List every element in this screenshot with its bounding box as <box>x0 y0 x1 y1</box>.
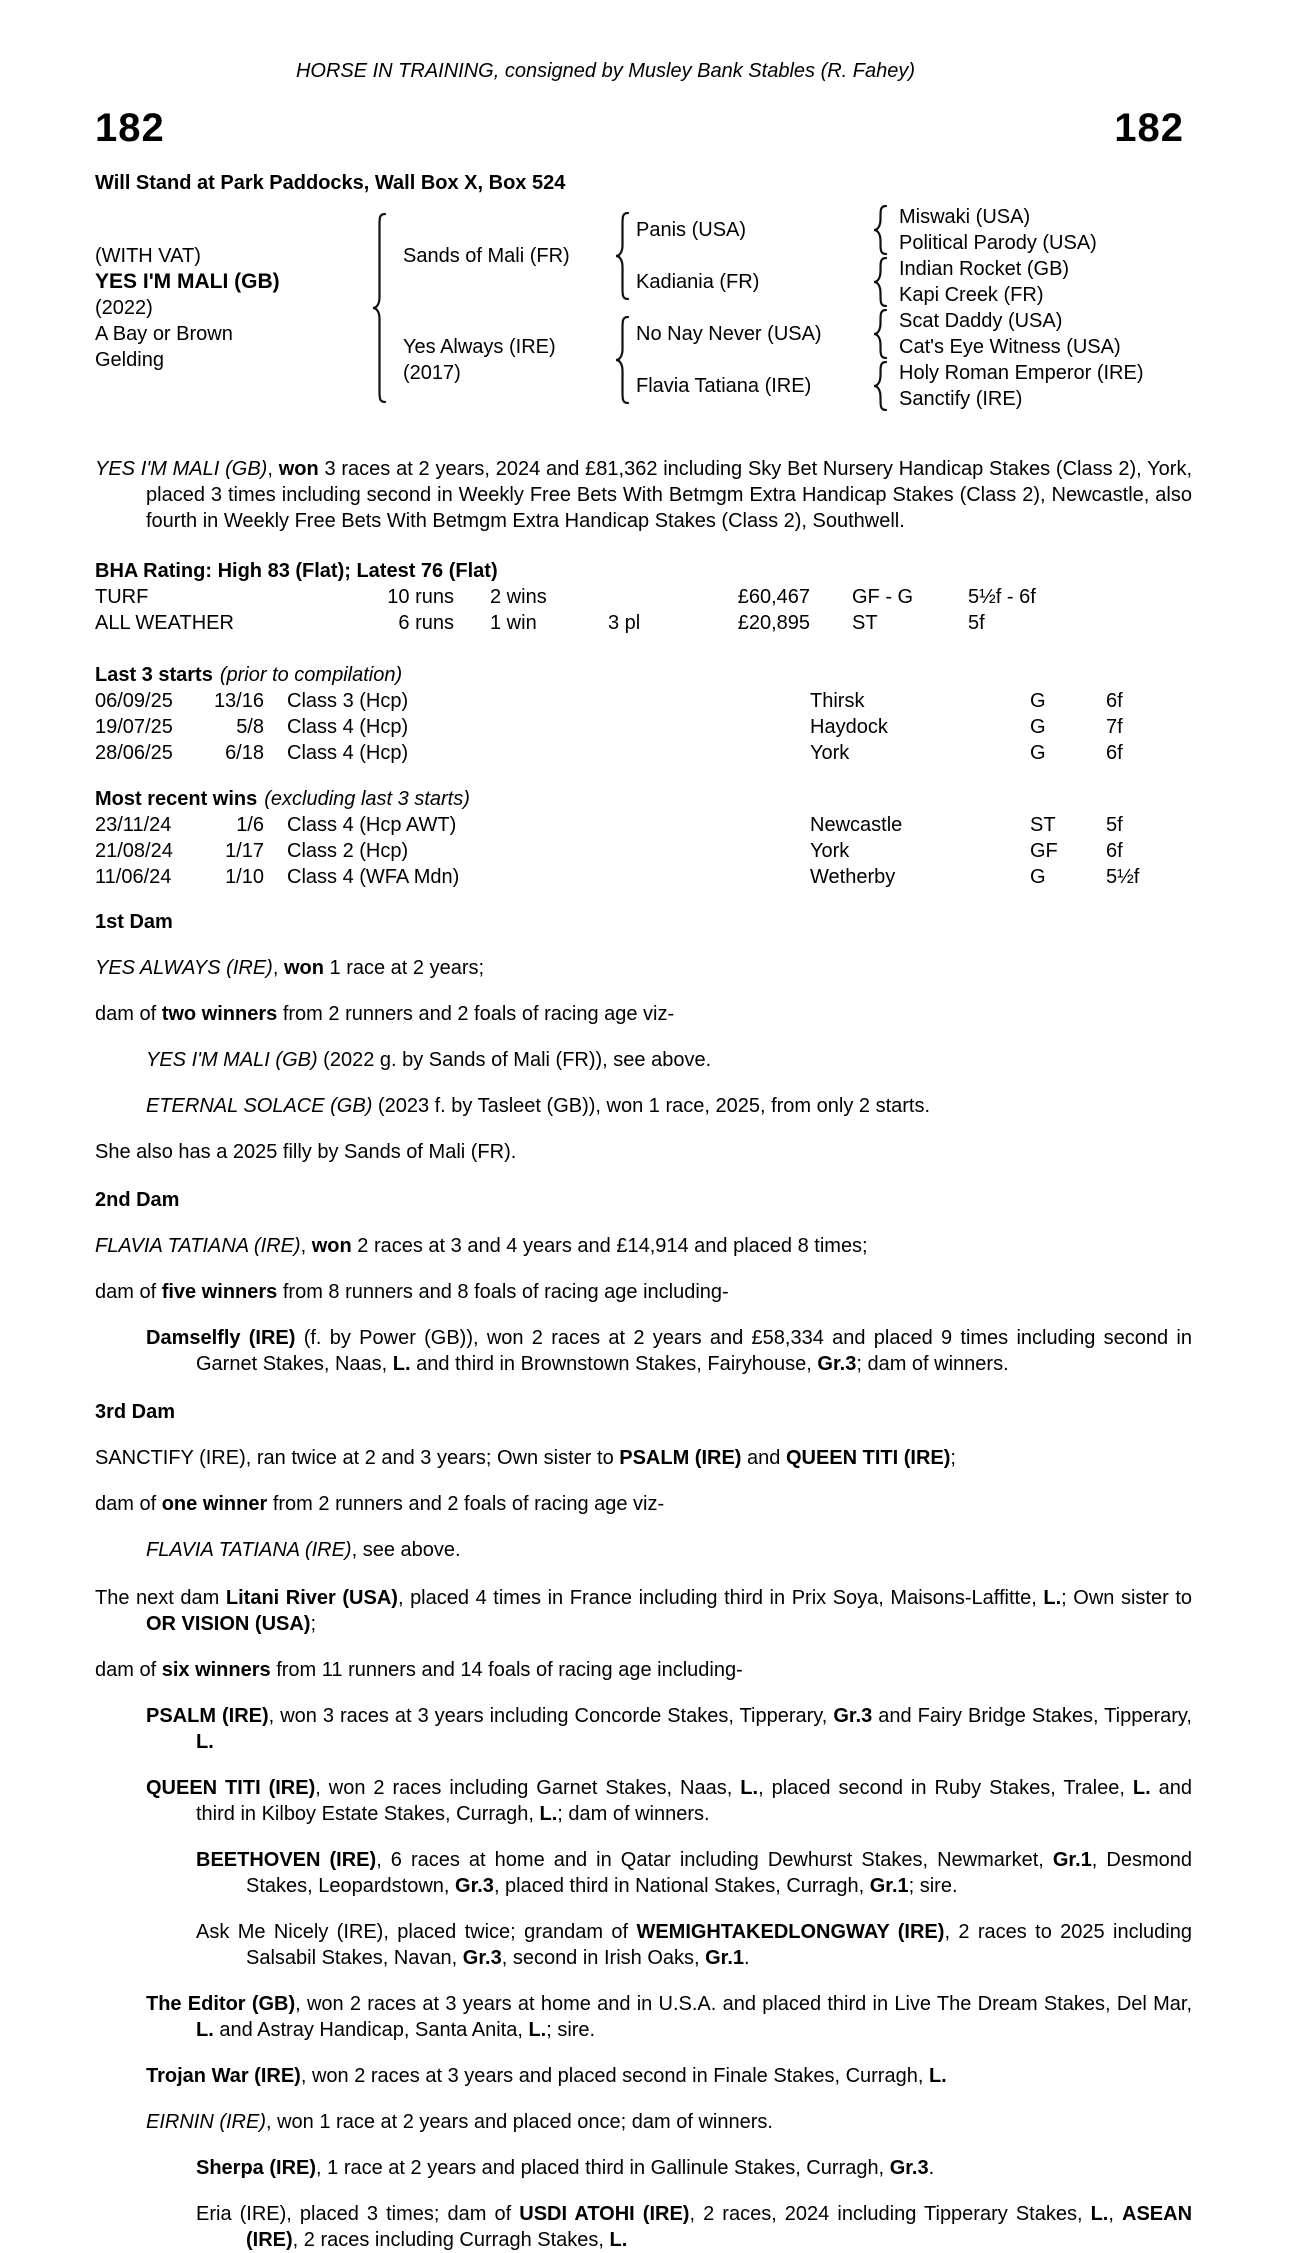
pedigree-paragraph: The Editor (GB), won 2 races at 3 years at home and in U.S.A. and placed third in Live The Dream Stakes, Del Mar, L. and Astray Handicap, Santa Anita, L.; sire. <box>146 1993 1193 2041</box>
horse-name: YES I'M MALI (GB) <box>95 270 280 293</box>
recent-wins-heading: Most recent wins (excluding last 3 starts) <box>95 788 470 810</box>
finish-position: 1/6 <box>236 814 264 836</box>
distance-range: 5½f - 6f <box>968 586 1036 608</box>
granddam-name: Kadiania (FR) <box>636 271 760 293</box>
race-class: Class 3 (Hcp) <box>287 690 409 712</box>
great-grandsire: Indian Rocket (GB) <box>899 258 1070 280</box>
going: G <box>1030 742 1046 764</box>
vat-note: (WITH VAT) <box>95 245 201 267</box>
wins: 2 wins <box>490 586 547 608</box>
lot-number-row <box>95 108 1192 152</box>
pedigree-subject <box>95 243 370 373</box>
next-dam-section <box>95 1585 1192 2253</box>
last-starts-heading: Last 3 starts (prior to compilation) <box>95 664 403 686</box>
bha-row-turf <box>95 584 1192 610</box>
stand-location: Will Stand at Park Paddocks, Wall Box X, Box 524 <box>95 172 566 194</box>
surface: TURF <box>95 586 149 608</box>
finish-position: 5/8 <box>236 716 264 738</box>
recent-wins-section <box>95 786 1192 890</box>
race-class: Class 4 (WFA Mdn) <box>287 866 460 888</box>
distance: 6f <box>1106 840 1123 862</box>
runs: 10 runs <box>387 586 454 608</box>
pedigree-paragraph: FLAVIA TATIANA (IRE), see above. <box>146 1539 461 1561</box>
pedigree-paragraph: She also has a 2025 filly by Sands of Mali (FR). <box>95 1141 517 1163</box>
going: G <box>1030 716 1046 738</box>
pedigree-paragraph: dam of five winners from 8 runners and 8 foals of racing age including- <box>95 1281 729 1303</box>
section-heading: 2nd Dam <box>95 1189 180 1211</box>
race-date: 21/08/24 <box>95 840 173 862</box>
earnings: £60,467 <box>737 586 810 608</box>
great-granddam: Cat's Eye Witness (USA) <box>899 336 1121 358</box>
finish-position: 13/16 <box>213 690 264 712</box>
second-dam-section <box>95 1187 1192 1377</box>
catalogue-page <box>95 0 1192 2253</box>
race-date: 23/11/24 <box>95 814 172 836</box>
win-row <box>95 812 1192 838</box>
third-dam-section <box>95 1399 1192 1563</box>
earnings: £20,895 <box>737 612 810 634</box>
going: G <box>1030 866 1046 888</box>
bha-row-all-weather <box>95 610 1192 636</box>
pedigree-paragraph: Sherpa (IRE), 1 race at 2 years and placed third in Gallinule Stakes, Curragh, Gr.3. <box>196 2157 935 2179</box>
horse-colour: A Bay or Brown <box>95 323 233 345</box>
going-range: ST <box>852 612 878 634</box>
course: Haydock <box>810 716 888 738</box>
pedigree-paragraph: SANCTIFY (IRE), ran twice at 2 and 3 years; Own sister to PSALM (IRE) and QUEEN TITI (IRE); <box>95 1447 956 1469</box>
pedigree-brace <box>613 316 631 404</box>
section-heading: 1st Dam <box>95 911 173 933</box>
course: York <box>810 742 850 764</box>
race-date: 11/06/24 <box>95 866 172 888</box>
horse-sex: Gelding <box>95 349 164 371</box>
places: 3 pl <box>608 612 641 634</box>
going: GF <box>1030 840 1058 862</box>
pedigree-paragraph: QUEEN TITI (IRE), won 2 races including Garnet Stakes, Naas, L., placed second in Ruby Stakes, Tralee, L. and third in Kilboy Estate Stakes, Curragh, L.; dam of winners. <box>146 1777 1193 1825</box>
pedigree-paragraph: dam of two winners from 2 runners and 2 foals of racing age viz- <box>95 1003 675 1025</box>
great-granddam: Political Parody (USA) <box>899 232 1097 254</box>
great-granddam: Sanctify (IRE) <box>899 388 1023 410</box>
race-class: Class 4 (Hcp) <box>287 742 409 764</box>
course: Thirsk <box>810 690 865 712</box>
race-class: Class 4 (Hcp AWT) <box>287 814 457 836</box>
course: York <box>810 840 850 862</box>
pedigree-paragraph: dam of six winners from 11 runners and 14 foals of racing age including- <box>95 1659 743 1681</box>
pedigree-paragraph: YES I'M MALI (GB) (2022 g. by Sands of Mali (FR)), see above. <box>146 1049 712 1071</box>
distance: 6f <box>1106 690 1123 712</box>
wins: 1 win <box>490 612 537 634</box>
runs: 6 runs <box>398 612 454 634</box>
pedigree-paragraph: FLAVIA TATIANA (IRE), won 2 races at 3 and 4 years and £14,914 and placed 8 times; <box>95 1235 868 1257</box>
win-row <box>95 864 1192 890</box>
consignor-header: HORSE IN TRAINING, consigned by Musley Bank Stables (R. Fahey) <box>295 60 916 82</box>
finish-position: 6/18 <box>225 742 264 764</box>
places <box>608 584 718 610</box>
pedigree-brace <box>871 205 889 255</box>
great-grandsire: Scat Daddy (USA) <box>899 310 1063 332</box>
distance: 7f <box>1106 716 1123 738</box>
pedigree-brace <box>370 213 388 403</box>
pedigree-paragraph: ETERNAL SOLACE (GB) (2023 f. by Tasleet (GB)), won 1 race, 2025, from only 2 starts. <box>146 1095 931 1117</box>
pedigree-brace <box>613 212 631 300</box>
great-granddam: Kapi Creek (FR) <box>899 284 1044 306</box>
bha-heading: BHA Rating: High 83 (Flat); Latest 76 (Flat) <box>95 560 498 582</box>
race-class: Class 4 (Hcp) <box>287 716 409 738</box>
race-date: 19/07/25 <box>95 716 173 738</box>
granddam-name: Flavia Tatiana (IRE) <box>636 375 812 397</box>
grandsire-name: Panis (USA) <box>636 219 747 241</box>
dam-name: Yes Always (IRE) (2017) <box>403 336 556 384</box>
win-row <box>95 838 1192 864</box>
pedigree-paragraph: Ask Me Nicely (IRE), placed twice; grandam of WEMIGHTAKEDLONGWAY (IRE), 2 races to 2025 including Salsabil Stakes, Navan, Gr.3, second in Irish Oaks, Gr.1. <box>196 1921 1192 1969</box>
going: G <box>1030 690 1046 712</box>
pedigree <box>95 204 1192 412</box>
lot-number-right: 182 <box>1114 106 1184 150</box>
start-row <box>95 740 1192 766</box>
race-date: 28/06/25 <box>95 742 173 764</box>
race-class: Class 2 (Hcp) <box>287 840 409 862</box>
first-dam-section <box>95 909 1192 1165</box>
pedigree-paragraph: BEETHOVEN (IRE), 6 races at home and in Qatar including Dewhurst Stakes, Newmarket, Gr.1, Desmond Stakes, Leopardstown, Gr.3, placed third in National Stakes, Curragh, Gr.1; sire. <box>196 1849 1192 1897</box>
pedigree-paragraph: PSALM (IRE), won 3 races at 3 years including Concorde Stakes, Tipperary, Gr.3 and Fairy Bridge Stakes, Tipperary, L. <box>146 1705 1192 1753</box>
pedigree-paragraph: The next dam Litani River (USA), placed 4 times in France including third in Prix Soya, Maisons-Laffitte, L.; Own sister to OR VISION (USA); <box>95 1587 1192 1635</box>
finish-position: 1/17 <box>225 840 264 862</box>
going-range: GF - G <box>852 586 914 608</box>
distance: 5½f <box>1106 866 1140 888</box>
pedigree-brace <box>871 257 889 307</box>
race-record: YES I'M MALI (GB), won 3 races at 2 years, 2024 and £81,362 including Sky Bet Nursery Handicap Stakes (Class 2), York, placed 3 times including second in Weekly Free Bets With Betmgm Extra Handicap Stakes (Class 2), Newcastle, also fourth in Weekly Free Bets With Betmgm Extra Handicap Stakes (Class 2), Southwell. <box>95 458 1192 532</box>
lot-number-left: 182 <box>95 106 165 150</box>
grandsire-name: No Nay Never (USA) <box>636 323 822 345</box>
pedigree-paragraph: dam of one winner from 2 runners and 2 foals of racing age viz- <box>95 1493 665 1515</box>
going: ST <box>1030 814 1056 836</box>
race-date: 06/09/25 <box>95 690 173 712</box>
pedigree-paragraph: Trojan War (IRE), won 2 races at 3 years and placed second in Finale Stakes, Curragh, L. <box>146 2065 947 2087</box>
last-starts-section <box>95 662 1192 766</box>
distance: 5f <box>1106 814 1123 836</box>
sire-name: Sands of Mali (FR) <box>403 245 570 267</box>
pedigree-brace <box>871 361 889 411</box>
surface: ALL WEATHER <box>95 612 234 634</box>
course: Newcastle <box>810 814 903 836</box>
pedigree-paragraph: EIRNIN (IRE), won 1 race at 2 years and placed once; dam of winners. <box>146 2111 773 2133</box>
distance: 6f <box>1106 742 1123 764</box>
course: Wetherby <box>810 866 896 888</box>
section-heading: 3rd Dam <box>95 1401 176 1423</box>
start-row <box>95 688 1192 714</box>
start-row <box>95 714 1192 740</box>
great-grandsire: Miswaki (USA) <box>899 206 1031 228</box>
pedigree-paragraph: YES ALWAYS (IRE), won 1 race at 2 years; <box>95 957 485 979</box>
bha-section <box>95 558 1192 636</box>
distance-range: 5f <box>968 612 985 634</box>
horse-year: (2022) <box>95 297 153 319</box>
pedigree-paragraph: Eria (IRE), placed 3 times; dam of USDI ATOHI (IRE), 2 races, 2024 including Tipperary Stakes, L., ASEAN (IRE), 2 races including Curragh Stakes, L. <box>196 2203 1193 2251</box>
pedigree-brace <box>871 309 889 359</box>
pedigree-paragraph: Damselfly (IRE) (f. by Power (GB)), won 2 races at 2 years and £58,334 and placed 9 times including second in Garnet Stakes, Naas, L. and third in Brownstown Stakes, Fairyhouse, Gr.3; dam of winners. <box>146 1327 1192 1375</box>
finish-position: 1/10 <box>225 866 264 888</box>
great-grandsire: Holy Roman Emperor (IRE) <box>899 362 1144 384</box>
